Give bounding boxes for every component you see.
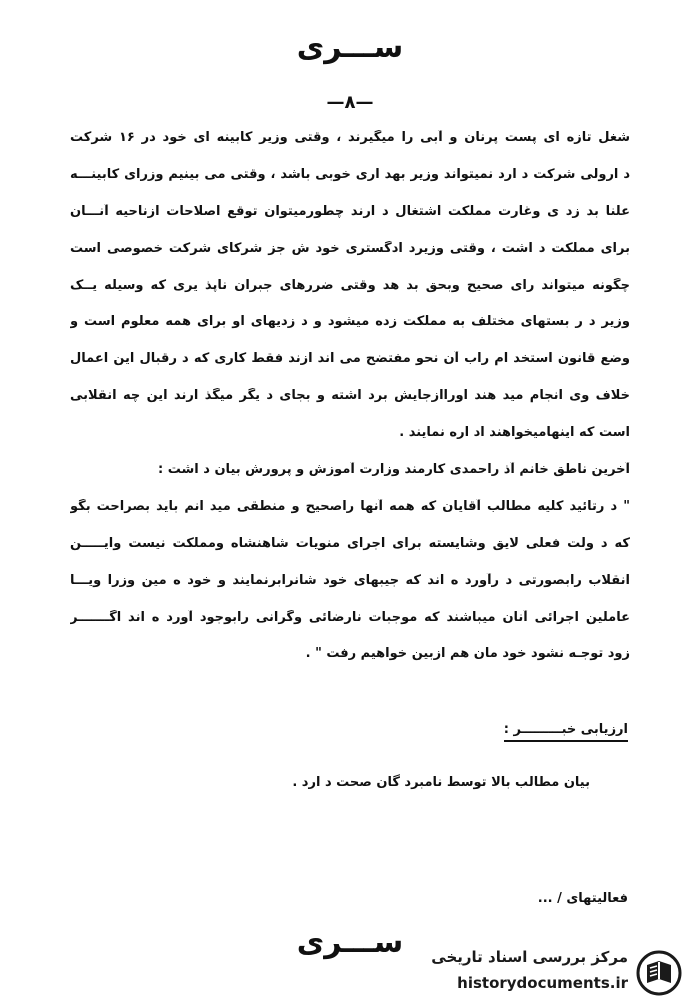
assessment-heading [504,718,628,737]
archive-book-icon [636,950,682,996]
body-line: خلاف وی انجام مید هند اوراازجایش برد اشته و بجای د یگر میگذ ارند این چه انقلابی [70,388,630,404]
watermark-title: مرکز بررسی اسناد تاریخی [431,948,628,966]
page-number: —۸— [326,92,374,113]
document-body [70,130,630,683]
body-line: انقلاب رابصورتی د رآورد ه اند که جیبهای خود شانرابرنمایند و خود ه مین وزرا ویـــا [70,572,630,588]
classification-footer: ســـری [296,925,404,960]
archive-watermark [420,944,690,1000]
body-line: " د رتائید کلیه مطالب آقایان که همه آنها راصحیح و منطقی مید انم باید بصراحت بگو [70,498,630,514]
activities-label: فعالیتهای / ... [537,891,628,906]
body-line: که د ولت فعلی لایق وشایسته برای اجرای منویات شاهنشاه ومملکت نیست وایـــــن [70,535,630,551]
body-line: برای مملکت د اشت ، وقتی وزیرد ادگستری خود ش جز شرکای شرکت خصوصی است [70,240,630,256]
watermark-url: historydocuments.ir [457,974,628,992]
body-line: شغل تازه ای پست پرنان و آبی را میگیرند ، وقتی وزیر کابینه ای خود در ۱۶ شرکت [70,130,630,145]
body-line: زود توجـه نشود خود مان هم ازبین خواهیم رفت " . [305,646,630,662]
classification-header: ســـری [296,30,404,65]
body-line: وزیر د ر بستهای مختلف به مملکت زده میشود و د زدیهای او برای همه معلوم است و [70,314,630,330]
body-line: د ارولی شرکت د ارد نمیتواند وزیر بهد اری خوبی باشد ، وقتی می بینیم وزرای کابینـــه [70,166,630,182]
assessment-heading-text: ارزیابی خبـــــــــر : [504,722,628,742]
closing-statement: بیان مطالب بالا توسط نامبرد گان صحت د ارد . [292,775,590,790]
body-line: علنا بد زد ی وغارت مملکت اشتغال د ارند چطورمیتوان توقع اصلاحات ازناحیه آنـــان [70,203,630,219]
body-line: وضع قانون استخد ام راب آن نحو مفتضح می اند ازند فقط کاری که د رقبال این اعمال [70,351,630,367]
body-line: آخرین ناطق خانم آذ راحمدی کارمند وزارت آموزش و پرورش بیان د اشت : [158,462,630,478]
body-line: عاملین اجرائی آنان میباشند که موجبات نارضائی وگرانی رابوجود آورد ه اند اگـــــــر [70,609,630,625]
body-line: است که اینهامیخواهند اد اره نمایند . [399,425,630,441]
body-line: چگونه میتواند رای صحیح وبحق بد هد وقتی ضررهای جبران ناپذ یری که وسیله یــک [70,277,630,293]
